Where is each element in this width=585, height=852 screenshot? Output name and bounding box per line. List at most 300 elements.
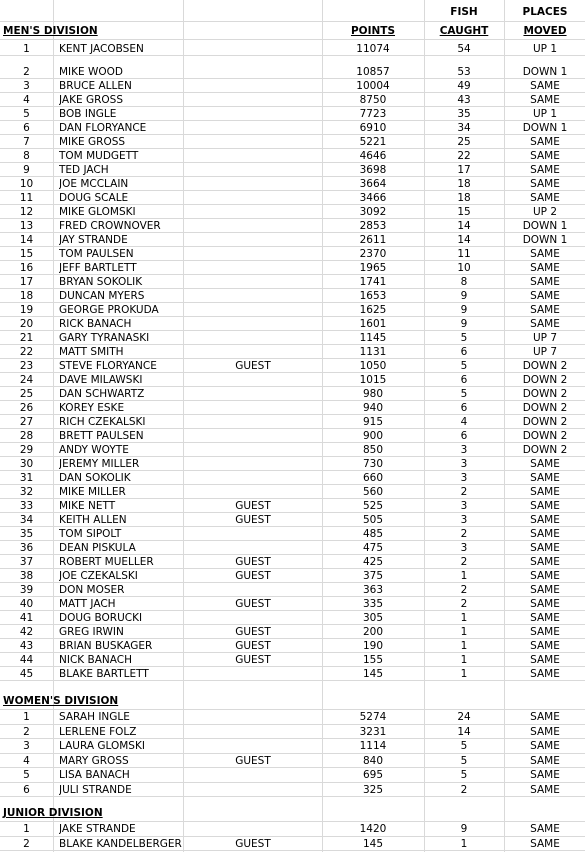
table-row [0, 639, 585, 653]
points-cell: 8750 [359, 94, 387, 106]
rank-cell: 6 [23, 122, 30, 134]
table-row [0, 93, 585, 107]
moved-cell: SAME [530, 472, 560, 484]
caught-cell: 49 [457, 80, 471, 92]
points-cell: 3664 [359, 178, 387, 190]
caught-cell: 9 [460, 318, 468, 330]
points-cell: 560 [362, 486, 384, 498]
rank-cell: 13 [19, 220, 34, 232]
name-cell: MIKE NETT [59, 500, 116, 512]
guest-cell [190, 93, 316, 106]
guest-cell [190, 79, 316, 92]
table-row [0, 42, 585, 56]
rank-cell: 44 [19, 654, 34, 666]
moved-cell: SAME [530, 318, 560, 330]
guest-cell [190, 107, 316, 120]
caught-cell: 1 [460, 654, 468, 666]
points-cell: 3466 [359, 192, 387, 204]
caught-cell: 3 [460, 458, 468, 470]
rank-cell: 3 [23, 80, 30, 92]
caught-cell: 5 [460, 740, 468, 752]
guest-cell: GUEST [235, 598, 271, 610]
guest-cell: GUEST [235, 640, 271, 652]
rank-cell: 35 [19, 528, 34, 540]
moved-cell: DOWN 2 [522, 402, 568, 414]
rank-cell: 1 [23, 823, 30, 835]
table-row [0, 768, 585, 783]
table-row [0, 135, 585, 149]
table-row [0, 429, 585, 443]
table-row [0, 205, 585, 219]
caught-cell: 3 [460, 444, 468, 456]
points-cell: 11074 [356, 43, 390, 55]
table-row [0, 261, 585, 275]
points-cell: 363 [362, 584, 384, 596]
moved-cell: SAME [530, 192, 560, 204]
rank-cell: 4 [23, 754, 30, 767]
guest-cell [190, 429, 316, 442]
caught-cell: 3 [460, 514, 468, 526]
name-cell: DOUG BORUCKI [59, 612, 143, 624]
guest-cell: GUEST [235, 654, 271, 666]
moved-cell: SAME [530, 486, 560, 498]
moved-cell: SAME [530, 837, 560, 850]
table-row [0, 107, 585, 121]
moved-cell: SAME [530, 740, 560, 752]
table-row [0, 415, 585, 429]
guest-cell [190, 457, 316, 470]
table-row [0, 247, 585, 261]
table-row [0, 725, 585, 740]
caught-cell: 6 [460, 402, 468, 414]
guest-cell [190, 471, 316, 484]
points-cell: 3092 [359, 206, 387, 218]
name-cell: GEORGE PROKUDA [59, 304, 159, 316]
table-row [0, 401, 585, 415]
places-header: PLACES [522, 6, 568, 18]
guest-cell [190, 65, 316, 78]
name-cell: BRIAN BUSKAGER [59, 640, 153, 652]
table-row [0, 527, 585, 541]
guest-cell [190, 191, 316, 204]
caught-cell: 5 [460, 388, 468, 400]
table-row [0, 345, 585, 359]
caught-cell: 18 [457, 192, 471, 204]
rank-cell: 3 [23, 740, 30, 752]
table-row [0, 233, 585, 247]
points-cell: 2611 [359, 234, 387, 246]
rank-cell: 6 [23, 783, 30, 796]
caught-cell: 15 [457, 206, 471, 218]
points-cell: 2370 [359, 248, 387, 260]
guest-cell [190, 415, 316, 428]
moved-cell: SAME [530, 500, 560, 512]
moved-cell: DOWN 2 [522, 374, 568, 386]
points-cell: 1653 [359, 290, 387, 302]
caught-cell: 2 [460, 584, 468, 596]
junior-title-row [0, 804, 585, 822]
caught-cell: 1 [460, 570, 468, 582]
points-cell: 10004 [356, 80, 390, 92]
name-cell: JOE CZEKALSKI [59, 570, 138, 582]
moved-cell: SAME [530, 769, 560, 781]
caught-cell: 35 [457, 108, 471, 120]
moved-cell: SAME [530, 80, 560, 92]
moved-cell: SAME [530, 783, 560, 796]
rank-cell: 45 [19, 668, 34, 680]
rank-cell: 42 [19, 626, 34, 638]
guest-cell: GUEST [235, 360, 271, 372]
caught-cell: 5 [460, 754, 468, 767]
caught-cell: 25 [457, 136, 471, 148]
guest-cell [190, 303, 316, 316]
womens-title-row [0, 690, 585, 710]
caught-cell: 2 [460, 528, 468, 540]
table-row [0, 331, 585, 345]
name-cell: JOE MCCLAIN [59, 178, 129, 190]
guest-cell [190, 261, 316, 274]
name-cell: MIKE GROSS [59, 136, 126, 148]
guest-cell [190, 121, 316, 134]
moved-header: MOVED [523, 25, 567, 37]
rank-cell: 4 [23, 94, 30, 106]
table-row [0, 121, 585, 135]
points-cell: 375 [362, 570, 384, 582]
rank-cell: 36 [19, 542, 34, 554]
table-row [0, 583, 585, 597]
mens-division-title: MEN'S DIVISION [3, 25, 98, 37]
points-cell: 1131 [359, 346, 387, 358]
name-cell: STEVE FLORYANCE [59, 360, 157, 372]
table-row [0, 457, 585, 471]
name-cell: MIKE MILLER [59, 486, 126, 498]
guest-cell [190, 710, 316, 724]
rank-cell: 2 [23, 837, 30, 850]
moved-cell: SAME [530, 276, 560, 288]
points-cell: 305 [362, 612, 384, 624]
caught-cell: 43 [457, 94, 471, 106]
name-cell: RICK BANACH [59, 318, 132, 330]
table-row [0, 79, 585, 93]
moved-cell: SAME [530, 304, 560, 316]
points-header: POINTS [350, 25, 396, 37]
caught-cell: 5 [460, 769, 468, 781]
moved-cell: DOWN 1 [522, 220, 568, 232]
name-cell: KOREY ESKE [59, 402, 125, 414]
moved-cell: SAME [530, 178, 560, 190]
points-cell: 1420 [359, 823, 387, 835]
caught-cell: 14 [457, 234, 471, 246]
guest-cell [190, 541, 316, 554]
rank-cell: 31 [19, 472, 34, 484]
moved-cell: SAME [530, 654, 560, 666]
guest-cell [190, 443, 316, 456]
table-row [0, 471, 585, 485]
rank-cell: 10 [19, 178, 34, 190]
table-row [0, 625, 585, 639]
caught-cell: 14 [457, 725, 471, 738]
caught-cell: 6 [460, 374, 468, 386]
table-row [0, 611, 585, 625]
rank-cell: 30 [19, 458, 34, 470]
name-cell: DAN FLORYANCE [59, 122, 147, 134]
moved-cell: UP 1 [532, 43, 558, 55]
rank-cell: 27 [19, 416, 34, 428]
name-cell: JEFF BARTLETT [59, 262, 137, 274]
moved-cell: SAME [530, 290, 560, 302]
name-cell: DEAN PISKULA [59, 542, 136, 554]
moved-cell: SAME [530, 570, 560, 582]
rank-cell: 20 [19, 318, 34, 330]
name-cell: BOB INGLE [59, 108, 117, 120]
name-cell: DON MOSER [59, 584, 125, 596]
caught-cell: 4 [460, 416, 468, 428]
points-cell: 1965 [359, 262, 387, 274]
rank-cell: 23 [19, 360, 34, 372]
name-cell: BRYAN SOKOLIK [59, 276, 143, 288]
moved-cell: SAME [530, 136, 560, 148]
points-cell: 900 [362, 430, 384, 442]
table-row [0, 837, 585, 852]
caught-cell: 14 [457, 220, 471, 232]
table-row [0, 149, 585, 163]
rank-cell: 38 [19, 570, 34, 582]
points-cell: 1015 [359, 374, 387, 386]
table-row [0, 191, 585, 205]
name-cell: DAN SCHWARTZ [59, 388, 145, 400]
moved-cell: UP 2 [532, 206, 558, 218]
guest-cell [190, 768, 316, 782]
name-cell: LAURA GLOMSKI [59, 740, 145, 752]
guest-cell [190, 135, 316, 148]
guest-cell [190, 611, 316, 624]
points-cell: 915 [362, 416, 384, 428]
points-cell: 10857 [356, 66, 390, 78]
moved-cell: DOWN 1 [522, 66, 568, 78]
moved-cell: DOWN 1 [522, 122, 568, 134]
table-row [0, 739, 585, 754]
points-cell: 695 [362, 769, 384, 781]
points-cell: 1114 [359, 740, 387, 752]
guest-cell [190, 583, 316, 596]
rank-cell: 18 [19, 290, 34, 302]
name-cell: ROBERT MUELLER [59, 556, 154, 568]
caught-cell: 2 [460, 556, 468, 568]
moved-cell: SAME [530, 668, 560, 680]
moved-cell: DOWN 2 [522, 416, 568, 428]
name-cell: TED JACH [59, 164, 109, 176]
rank-cell: 15 [19, 248, 34, 260]
rank-cell: 19 [19, 304, 34, 316]
rank-cell: 12 [19, 206, 34, 218]
table-row [0, 163, 585, 177]
guest-cell: GUEST [235, 500, 271, 512]
table-row [0, 443, 585, 457]
guest-cell [190, 247, 316, 260]
name-cell: BRETT PAULSEN [59, 430, 144, 442]
moved-cell: DOWN 2 [522, 388, 568, 400]
points-cell: 3698 [359, 164, 387, 176]
points-cell: 1050 [359, 360, 387, 372]
moved-cell: SAME [530, 640, 560, 652]
points-cell: 200 [362, 626, 384, 638]
rank-cell: 32 [19, 486, 34, 498]
caught-cell: 1 [460, 640, 468, 652]
header-row-bottom [0, 22, 585, 40]
points-cell: 145 [362, 837, 384, 850]
fish-header: FISH [450, 6, 478, 18]
caught-cell: 2 [460, 486, 468, 498]
rank-cell: 37 [19, 556, 34, 568]
rank-cell: 16 [19, 262, 34, 274]
table-row [0, 65, 585, 79]
rank-cell: 2 [23, 66, 30, 78]
table-row [0, 513, 585, 527]
points-cell: 5221 [359, 136, 387, 148]
rank-cell: 8 [23, 150, 30, 162]
points-cell: 2853 [359, 220, 387, 232]
name-cell: MIKE GLOMSKI [59, 206, 136, 218]
name-cell: JULI STRANDE [59, 783, 132, 796]
guest-cell [190, 485, 316, 498]
table-row [0, 822, 585, 837]
guest-cell [190, 317, 316, 330]
rank-cell: 21 [19, 332, 34, 344]
name-cell: DAN SOKOLIK [59, 472, 131, 484]
points-cell: 940 [362, 402, 384, 414]
caught-cell: 10 [457, 262, 471, 274]
moved-cell: SAME [530, 754, 560, 767]
name-cell: JAKE STRANDE [59, 823, 136, 835]
moved-cell: SAME [530, 823, 560, 835]
guest-cell [190, 739, 316, 753]
caught-cell: 9 [460, 304, 468, 316]
moved-cell: SAME [530, 94, 560, 106]
guest-cell [190, 163, 316, 176]
moved-cell: SAME [530, 458, 560, 470]
table-row [0, 667, 585, 681]
guest-cell [190, 219, 316, 232]
points-cell: 1145 [359, 332, 387, 344]
rank-cell: 28 [19, 430, 34, 442]
caught-cell: 54 [457, 43, 471, 55]
points-cell: 980 [362, 388, 384, 400]
moved-cell: SAME [530, 626, 560, 638]
table-row [0, 569, 585, 583]
rank-cell: 11 [19, 192, 34, 204]
name-cell: ANDY WOYTE [59, 444, 129, 456]
table-row [0, 597, 585, 611]
points-cell: 730 [362, 458, 384, 470]
points-cell: 5274 [359, 711, 387, 723]
table-row [0, 387, 585, 401]
guest-cell [190, 275, 316, 288]
name-cell: MATT JACH [59, 598, 116, 610]
table-row [0, 653, 585, 667]
points-cell: 1625 [359, 304, 387, 316]
moved-cell: SAME [530, 514, 560, 526]
guest-cell [190, 667, 316, 680]
caught-cell: 3 [460, 500, 468, 512]
rank-cell: 5 [23, 108, 30, 120]
moved-cell: DOWN 2 [522, 430, 568, 442]
guest-cell: GUEST [235, 837, 271, 850]
points-cell: 3231 [359, 725, 387, 738]
table-row [0, 710, 585, 725]
rank-cell: 17 [19, 276, 34, 288]
caught-cell: 2 [460, 783, 468, 796]
caught-cell: 24 [457, 711, 471, 723]
table-row [0, 317, 585, 331]
points-cell: 475 [362, 542, 384, 554]
rank-cell: 41 [19, 612, 34, 624]
table-row [0, 754, 585, 769]
points-cell: 145 [362, 668, 384, 680]
name-cell: BLAKE KANDELBERGER [59, 837, 182, 850]
moved-cell: SAME [530, 542, 560, 554]
guest-cell [190, 149, 316, 162]
rank-cell: 22 [19, 346, 34, 358]
table-row [0, 555, 585, 569]
rank-cell: 1 [23, 711, 30, 723]
caught-cell: 3 [460, 542, 468, 554]
points-cell: 6910 [359, 122, 387, 134]
points-cell: 660 [362, 472, 384, 484]
name-cell: LISA BANACH [59, 769, 130, 781]
caught-cell: 1 [460, 837, 468, 850]
rank-cell: 1 [23, 43, 30, 55]
caught-cell: 8 [460, 276, 468, 288]
points-cell: 7723 [359, 108, 387, 120]
name-cell: BRUCE ALLEN [59, 80, 132, 92]
caught-cell: 11 [457, 248, 471, 260]
name-cell: JAY STRANDE [59, 234, 128, 246]
caught-cell: 22 [457, 150, 471, 162]
caught-cell: 5 [460, 360, 468, 372]
moved-cell: SAME [530, 556, 560, 568]
table-row [0, 499, 585, 513]
points-cell: 335 [362, 598, 384, 610]
rank-cell: 5 [23, 769, 30, 781]
guest-cell: GUEST [235, 556, 271, 568]
rank-cell: 26 [19, 402, 34, 414]
moved-cell: SAME [530, 711, 560, 723]
caught-cell: 9 [460, 823, 468, 835]
moved-cell: SAME [530, 612, 560, 624]
rank-cell: 43 [19, 640, 34, 652]
rank-cell: 34 [19, 514, 34, 526]
caught-cell: 1 [460, 668, 468, 680]
caught-cell: 18 [457, 178, 471, 190]
rank-cell: 7 [23, 136, 30, 148]
guest-cell [190, 177, 316, 190]
points-cell: 850 [362, 444, 384, 456]
name-cell: SARAH INGLE [59, 711, 130, 723]
moved-cell: SAME [530, 598, 560, 610]
rank-cell: 24 [19, 374, 34, 386]
rank-cell: 40 [19, 598, 34, 610]
name-cell: RICH CZEKALSKI [59, 416, 146, 428]
name-cell: NICK BANACH [59, 654, 132, 666]
table-row [0, 359, 585, 373]
guest-cell [190, 725, 316, 739]
caught-cell: 34 [457, 122, 471, 134]
name-cell: MARY GROSS [59, 754, 129, 767]
womens-division-title: WOMEN'S DIVISION [3, 695, 119, 707]
caught-cell: 1 [460, 612, 468, 624]
table-row [0, 541, 585, 555]
table-row [0, 485, 585, 499]
